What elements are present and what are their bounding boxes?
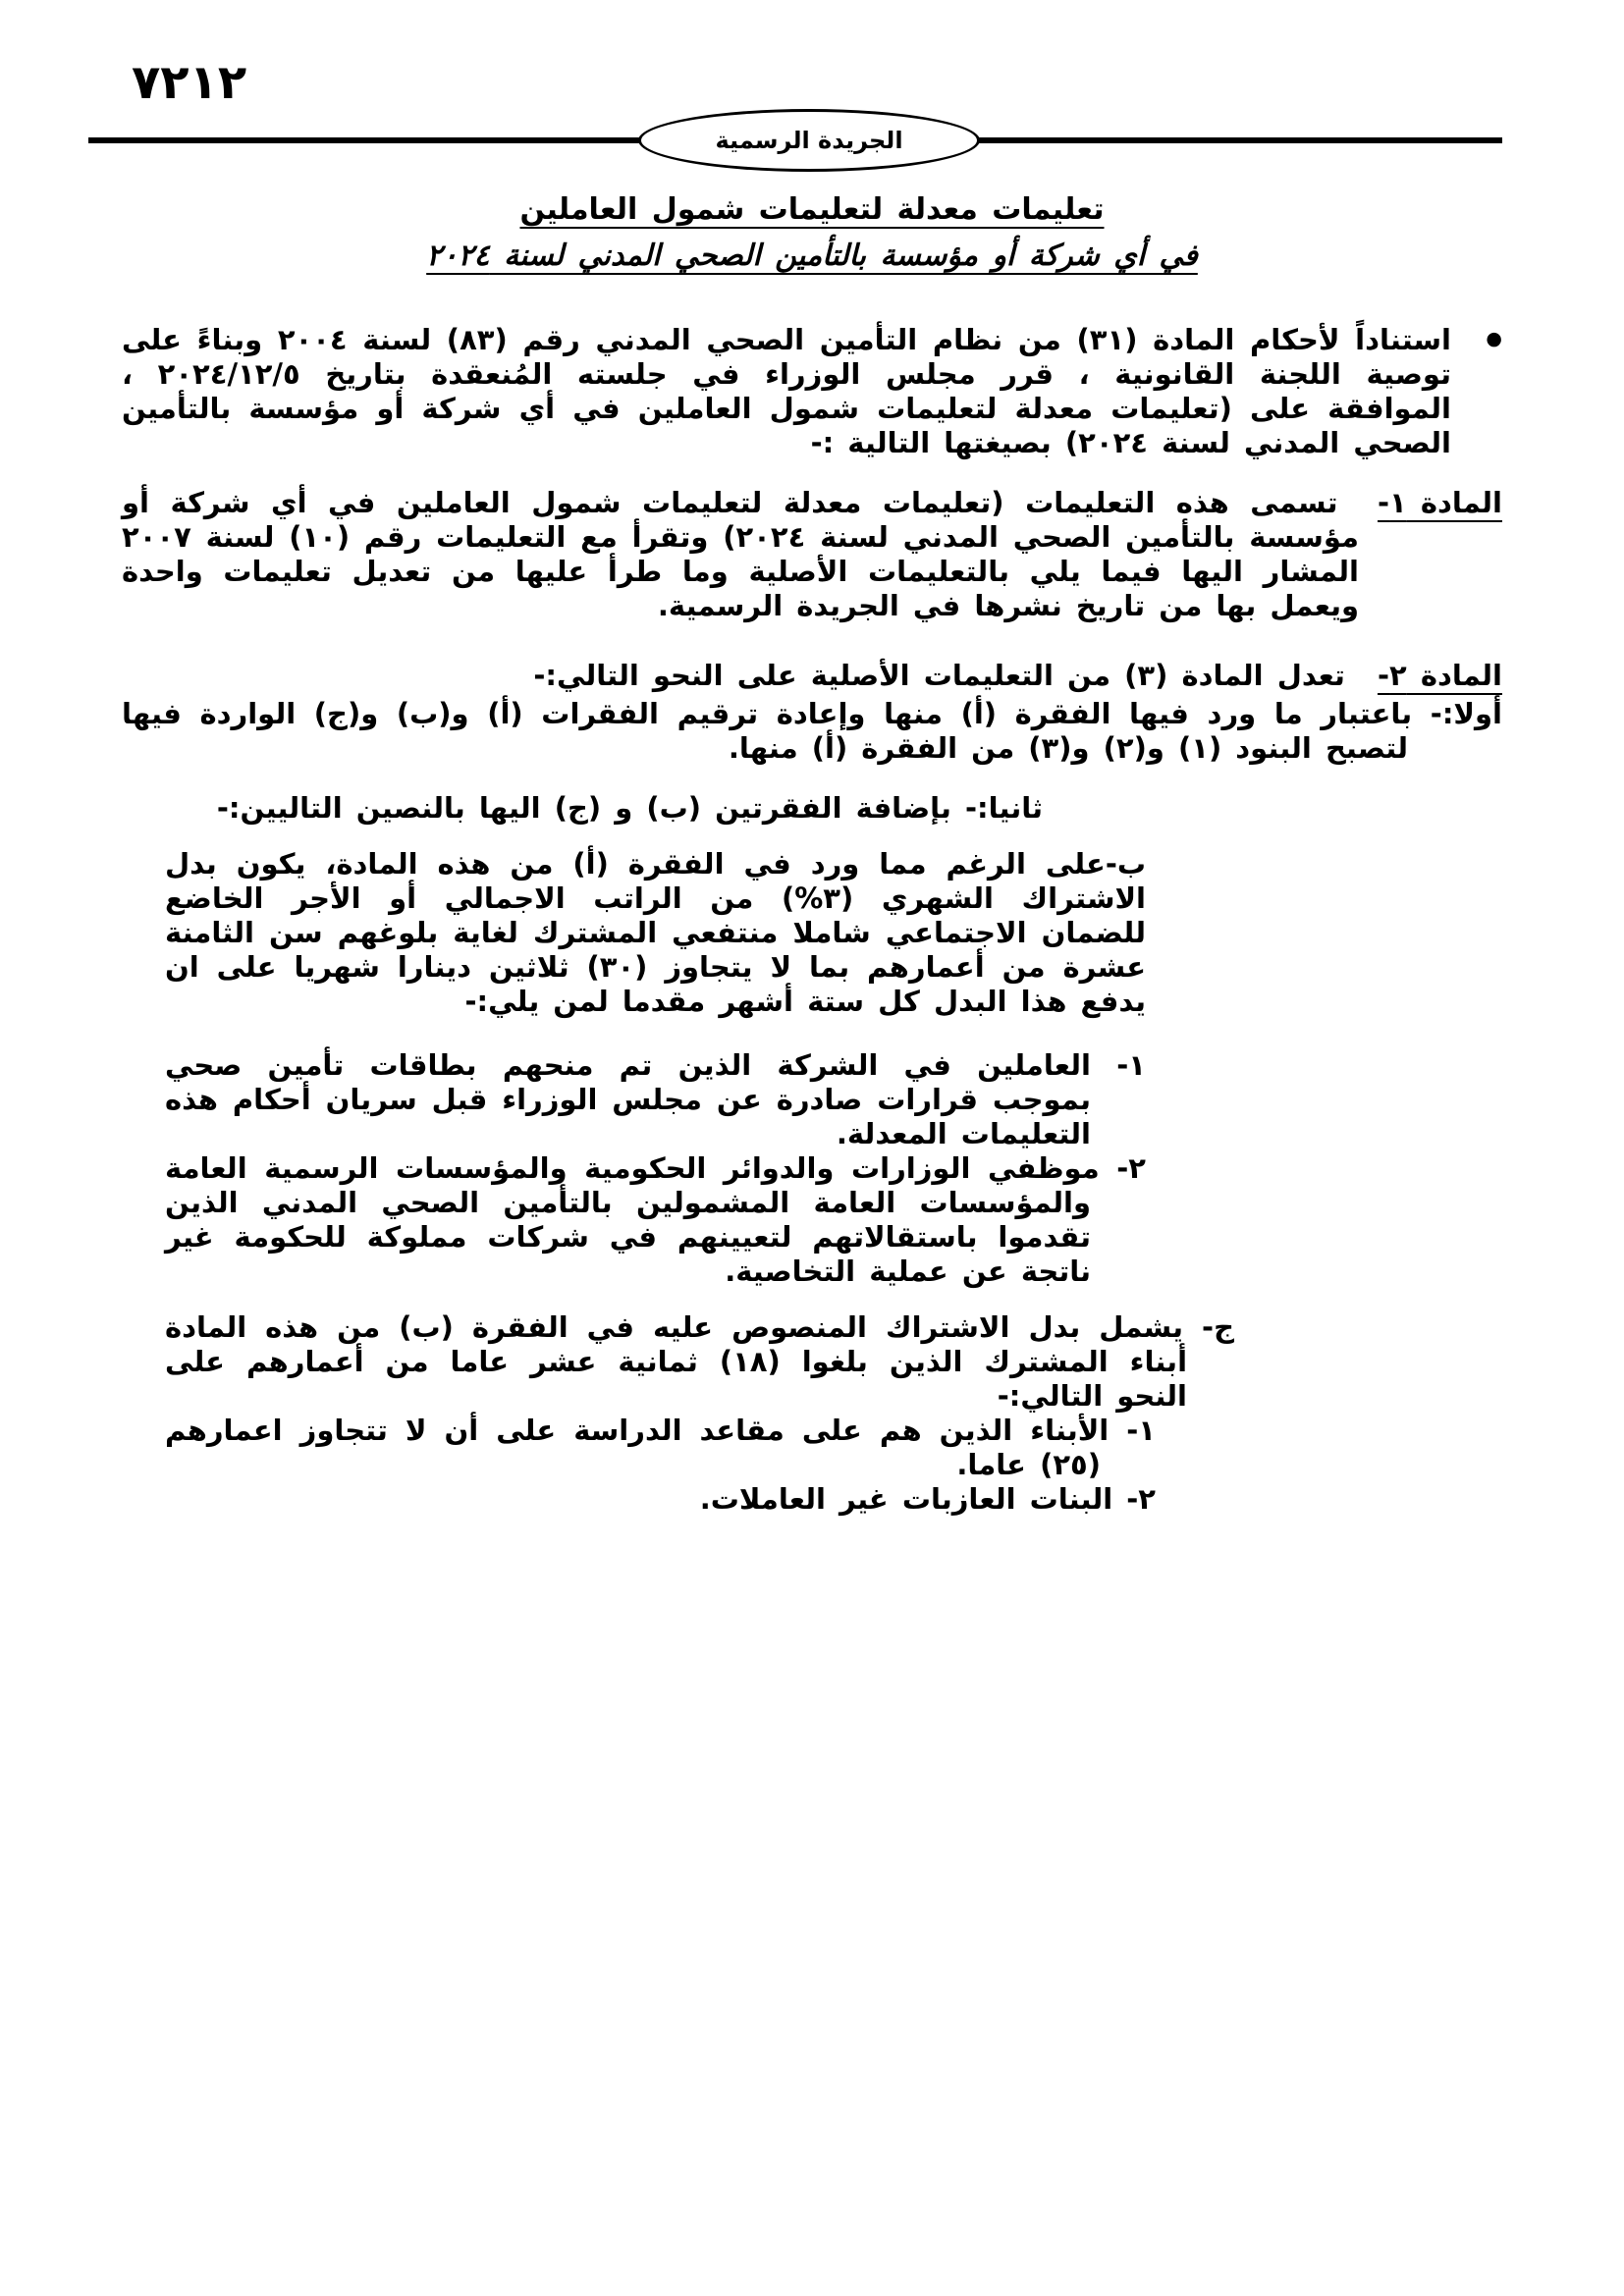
article-2-clause-first: أولا:- باعتبار ما ورد فيها الفقرة (أ) منها وإعادة ترقيم الفقرات (أ) و(ب) و(ج) الواردة فيها لتصبح البنود (١) و(٢) و(٣) من الفقرة (أ) منها. (122, 697, 1502, 765)
paragraph-c-item-1: ١- الأبناء الذين هم على مقاعد الدراسة على أن لا تتجاوز اعمارهم (٢٥) عاما. (165, 1414, 1156, 1481)
page-number: ٧٢١٢ (132, 55, 247, 110)
paragraph-c-items (165, 1414, 1156, 1517)
article-2-text: تعدل المادة (٣) من التعليمات الأصلية على النحو التالي:- (533, 659, 1345, 692)
article-2-clause-second: ثانيا:- بإضافة الفقرتين (ب) و (ج) اليها بالنصين التاليين:- (216, 791, 1043, 825)
article-2-paragraph-b: ب-على الرغم مما ورد في الفقرة (أ) من هذه المادة، يكون بدل الاشتراك الشهري (٣%) من الراتب الاجمالي أو الأجر الخاضع للضمان الاجتماعي شاملا منتفعي المشترك لغاية بلوغهم سن الثامنة عشرة من أعمارهم بما لا يتجاوز (٣٠) ثلاثين دينارا شهريا على ان يدفع هذا البدل كل ستة أشهر مقدما لمن يلي:- (165, 847, 1147, 1018)
article-1-text: تسمى هذه التعليمات (تعليمات معدلة لتعليمات شمول العاملين في أي شركة أو مؤسسة بالتأمين الصحي المدني لسنة ٢٠٢٤) وتقرأ مع التعليمات رقم (١٠) لسنة ٢٠٠٧ المشار اليها فيما يلي بالتعليمات الأصلية وما طرأ عليها من تعديل تعليمات واحدة ويعمل بها من تاريخ نشرها في الجريدة الرسمية. (122, 486, 1359, 622)
document-title (122, 187, 1502, 279)
article-2-label: المادة ٢- (1377, 659, 1502, 692)
preamble-paragraph (122, 322, 1502, 460)
gazette-name-label: الجريدة الرسمية (715, 127, 903, 154)
article-2-paragraph-c: ج- يشمل بدل الاشتراك المنصوص عليه في الفقرة (ب) من هذه المادة أبناء المشترك الذين بلغوا (١٨) ثمانية عشر عاما من أعمارهم على النحو التالي:- (165, 1310, 1234, 1413)
paragraph-b-item-1: ١- العاملين في الشركة الذين تم منحهم بطاقات تأمين صحي بموجب قرارات صادرة عن مجلس الوزراء قبل سريان أحكام هذه التعليمات المعدلة. (165, 1048, 1146, 1150)
paragraph-b-item-2: ٢- موظفي الوزارات والدوائر الحكومية والمؤسسات الرسمية العامة والمؤسسات العامة المشمولين بالتأمين الصحي المدني الذين تقدموا باستقالاتهم لتعيينهم في شركات مملوكة للحكومة غير ناتجة عن عملية التخاصية. (165, 1151, 1146, 1288)
bullet-icon: ● (1486, 328, 1502, 349)
article-1 (122, 486, 1502, 623)
preamble-text: استناداً لأحكام المادة (٣١) من نظام التأمين الصحي المدني رقم (٨٣) لسنة ٢٠٠٤ وبناءً على توصية اللجنة القانونية ، قرر مجلس الوزراء في جلسته المُنعقدة بتاريخ ٢٠٢٤/١٢/٥ ، الموافقة على (تعليمات معدلة لتعليمات شمول العاملين في أي شركة أو مؤسسة بالتأمين الصحي المدني لسنة ٢٠٢٤) بصيغتها التالية :- (122, 323, 1451, 459)
paragraph-b-items (165, 1048, 1146, 1289)
article-2 (122, 659, 1502, 693)
article-1-label: المادة ١- (1377, 486, 1502, 519)
title-line-1: تعليمات معدلة لتعليمات شمول العاملين (519, 192, 1105, 227)
gazette-name-badge (638, 109, 980, 172)
document-body (122, 187, 1502, 1517)
title-line-2: في أي شركة أو مؤسسة بالتأمين الصحي المدني لسنة ٢٠٢٤ (426, 239, 1198, 273)
paragraph-c-item-2: ٢- البنات العازبات غير العاملات. (699, 1482, 1156, 1516)
